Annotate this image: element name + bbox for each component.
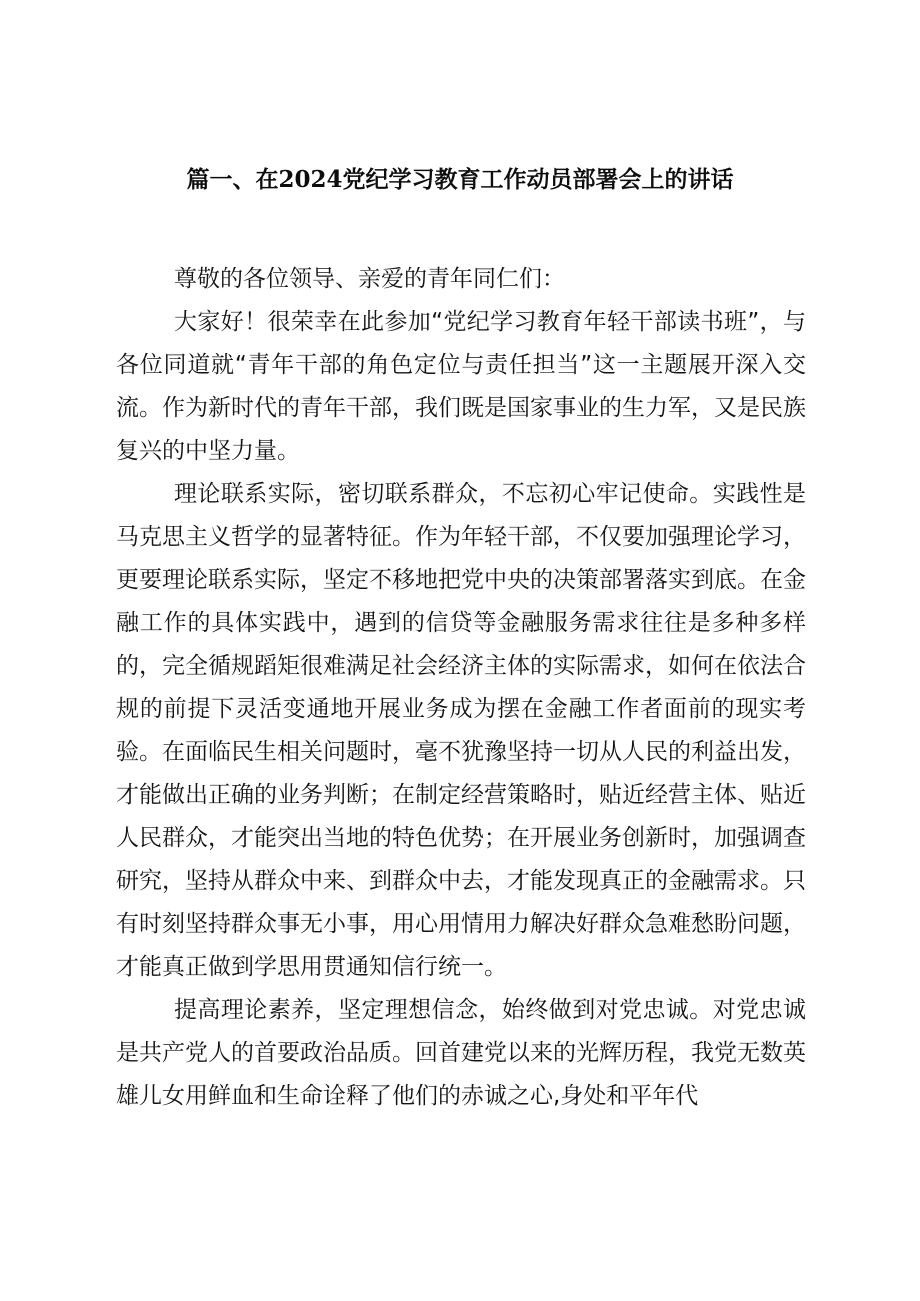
document-body xyxy=(116,258,806,1118)
paragraph-greeting: 大家好！很荣幸在此参加“党纪学习教育年轻干部读书班”，与各位同道就“青年干部的角色定位与责任担当”这一主题展开深入交流。作为新时代的青年干部，我们既是国家事业的生力军，又是民族复兴的中坚力量。 xyxy=(116,309,806,464)
paragraph-loyalty: 提高理论素养，坚定理想信念，始终做到对党忠诚。对党忠诚是共产党人的首要政治品质。回首建党以来的光辉历程，我党无数英雄儿女用鲜血和生命诠释了他们的赤诚之心,身处和平年代 xyxy=(116,997,806,1109)
paragraph-theory-practice: 理论联系实际，密切联系群众，不忘初心牢记使命。实践性是马克思主义哲学的显著特征。作为年轻干部，不仅要加强理论学习，更要理论联系实际，坚定不移地把党中央的决策部署落实到底。在金融工作的具体实践中，遇到的信贷等金融服务需求往往是多种多样的，完全循规蹈矩很难满足社会经济主体的实际需求，如何在依法合规的前提下灵活变通地开展业务成为摆在金融工作者面前的现实考验。在面临民生相关问题时，毫不犹豫坚持一切从人民的利益出发，才能做出正确的业务判断；在制定经营策略时，贴近经营主体、贴近人民群众，才能突出当地的特色优势；在开展业务创新时，加强调查研究，坚持从群众中来、到群众中去，才能发现真正的金融需求。只有时刻坚持群众事无小事，用心用情用力解决好群众急难愁盼问题，才能真正做到学思用贯通知信行统一。 xyxy=(116,481,806,980)
document-title: 篇一、在2024党纪学习教育工作动员部署会上的讲话 xyxy=(186,166,734,193)
salutation: 尊敬的各位领导、亲爱的青年同仁们： xyxy=(174,266,565,292)
